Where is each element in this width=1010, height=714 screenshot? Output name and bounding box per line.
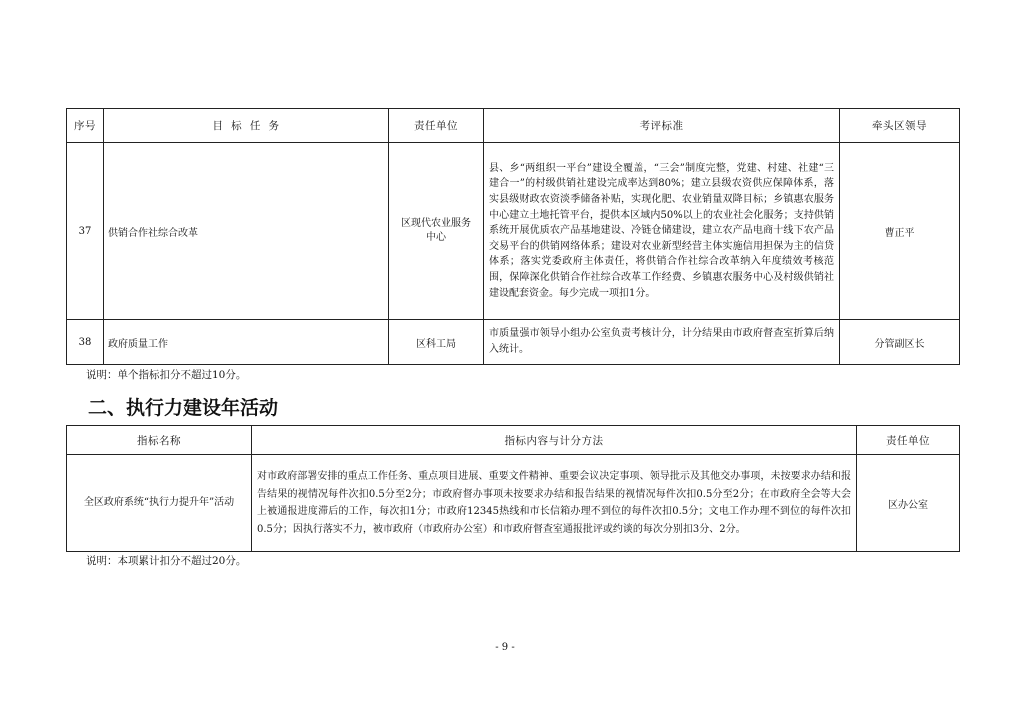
table2-note: 说明：本项累计扣分不超过20分。: [86, 555, 247, 567]
row-leader: 分管副区长: [840, 320, 960, 365]
row-unit: 区科工局: [389, 320, 484, 365]
row-content: 对市政府部署安排的重点工作任务、重点项目进展、重要文件精神、重要会议决定事项、领导批示及其他交办事项，未按要求办结和报告结果的视情况每件次扣0.5分至2分；市政府督办事项未按要求办结和报告结果的视情况每件次扣0.5分至2分；在市政府全会等大会上被通报进度滞后的工作，每次扣1分；市政府12345热线和市长信箱办理不到位的每件次扣0.5分；文电工作办理不到位的每件次扣0.5分；因执行落实不力，被市政府（市政府办公室）和市政府督查室通报批评或约谈的每次分别扣3分、2分。: [252, 455, 857, 552]
row-criteria: 市质量强市领导小组办公室负责考核计分，计分结果由市政府督查室折算后纳入统计。: [484, 320, 840, 365]
header-leader: 牵头区领导: [840, 109, 960, 143]
row-unit: 区办公室: [857, 455, 960, 552]
table-header-row: [67, 109, 960, 143]
table-row: [67, 143, 960, 320]
row-unit: 区现代农业服务中心: [389, 143, 484, 320]
header-seq: 序号: [67, 109, 104, 143]
header-target: 目 标 任 务: [104, 109, 389, 143]
row-seq: 37: [67, 143, 104, 320]
table-row: [67, 455, 960, 552]
header-criteria: 考评标准: [484, 109, 840, 143]
activity-table: [66, 425, 960, 552]
table-header-row: [67, 426, 960, 455]
table1-note: 说明：单个指标扣分不超过10分。: [86, 369, 247, 381]
header-unit: 责任单位: [857, 426, 960, 455]
row-name: 全区政府系统“执行力提升年”活动: [67, 455, 252, 552]
row-seq: 38: [67, 320, 104, 365]
table-row: [67, 320, 960, 365]
page-number: - 9 -: [495, 642, 515, 653]
row-task: 供销合作社综合改革: [104, 143, 389, 320]
row-criteria: 县、乡“两组织一平台”建设全覆盖，“三会”制度完整，党建、村建、社建“三建合一”的村级供销社建设完成率达到80%；建立县级农资供应保障体系，落实县级财政农资淡季储备补贴，实现化肥、农业销量双降目标；乡镇惠农服务中心建立土地托管平台，提供本区域内50%以上的农业社会化服务；支持供销系统开展优质农产品基地建设、冷链仓储建设，建立农产品电商十线下农产品交易平台的供销网络体系；建设对农业新型经营主体实施信用担保为主的信贷体系；落实党委政府主体责任，将供销合作社综合改革纳入年度绩效考核范围，保障深化供销合作社综合改革工作经费、乡镇惠农服务中心及村级供销社建设配套资金。每少完成一项扣1分。: [484, 143, 840, 320]
row-task: 政府质量工作: [104, 320, 389, 365]
section-title: 二、执行力建设年活动: [88, 397, 279, 419]
header-unit: 责任单位: [389, 109, 484, 143]
row-leader: 曹正平: [840, 143, 960, 320]
assessment-table: [66, 108, 960, 365]
header-content: 指标内容与计分方法: [252, 426, 857, 455]
header-name: 指标名称: [67, 426, 252, 455]
